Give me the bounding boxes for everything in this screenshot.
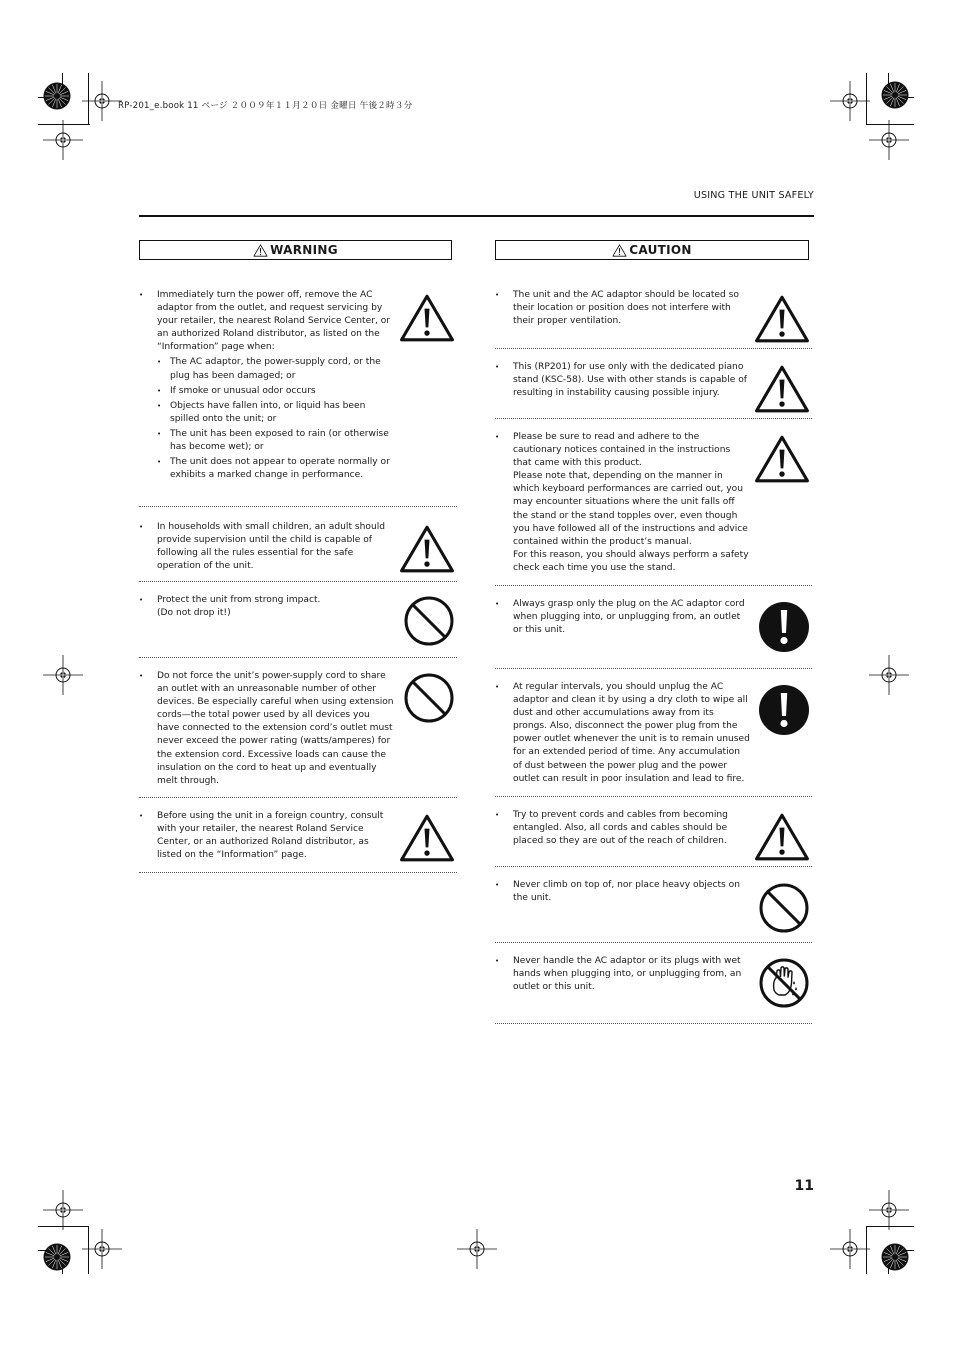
item-text: • This (RP201) for use only with the dedicated piano stand (KSC-58). Use with other stands is capable of resulting in instability causing possible injury.: [495, 361, 750, 400]
item-text: • Please be sure to read and adhere to the cautionary notices contained in the instructions that came with this product. Please note that, depending on the manner in which keyboard performances are carried out, you may encounter situations where the unit falls off the stand or the stand topples over, even though you have followed all of the instructions and advice contained within the product’s manual. For this reason, you should always perform a safety check each time you use the stand.: [495, 431, 750, 575]
caution-item-grasp-plug: [495, 586, 812, 669]
registration-mark-icon: [43, 120, 83, 160]
caution-item-ventilation: [495, 270, 812, 349]
item-text: • In households with small children, an adult should provide supervision until the child is capable of following all the rules essential for the safe operation of the unit.: [139, 521, 394, 573]
caution-item-unplug-clean: [495, 669, 812, 797]
item-text: • Never climb on top of, nor place heavy objects on the unit.: [495, 879, 750, 905]
warning-triangle-icon: [399, 524, 455, 574]
item-text: • Do not force the unit’s power-supply cord to share an outlet with an unreasonable number of other devices. Be especially careful when using extension cords—the total power used by all devices you have connected to the extension cord’s outlet must never exceed the power rating (watts/amperes) for the extension cord. Excessive loads can cause the insulation on the cord to heat up and eventually melt through.: [139, 670, 394, 788]
caution-section: [495, 240, 812, 1024]
sub-item: • If smoke or unusual odor occurs: [139, 385, 394, 398]
star-target-icon: [880, 1242, 910, 1272]
caution-item-stand: [495, 349, 812, 419]
item-text: • Immediately turn the power off, remove the AC adaptor from the outlet, and request servicing by your retailer, the nearest Roland Service Center, or an authorized Roland distributor, as listed on the “Information” page when:: [139, 289, 394, 354]
registration-mark-icon: [869, 120, 909, 160]
star-target-icon: [42, 81, 72, 111]
sub-item: • The AC adaptor, the power-supply cord, or the plug has been damaged; or: [139, 356, 394, 382]
item-text: • Before using the unit in a foreign country, consult with your retailer, the nearest Roland Service Center, or an authorized Roland distributor, as listed on the “Information” page.: [139, 810, 394, 862]
warning-triangle-icon: [754, 434, 810, 484]
warning-item-impact: [139, 582, 457, 658]
warning-item-power-off: [139, 270, 457, 507]
warning-triangle-icon: [399, 813, 455, 863]
caution-item-climb: [495, 867, 812, 943]
sub-item: • The unit has been exposed to rain (or otherwise has become wet); or: [139, 428, 394, 454]
star-target-icon: [42, 1242, 72, 1272]
item-text: • Protect the unit from strong impact. (Do not drop it!): [139, 594, 394, 620]
prohibition-icon: [403, 672, 455, 724]
item-text: • The unit and the AC adaptor should be located so their location or position does not interfere with their proper ventilation.: [495, 289, 750, 328]
warning-triangle-icon: [253, 244, 268, 257]
registration-mark-icon: [82, 1229, 122, 1269]
registration-mark-icon: [830, 1229, 870, 1269]
sub-item: • The unit does not appear to operate normally or exhibits a marked change in performance.: [139, 456, 394, 482]
mandatory-action-icon: [758, 601, 810, 653]
prohibition-icon: [403, 595, 455, 647]
warning-triangle-icon: [754, 294, 810, 344]
running-head: USING THE UNIT SAFELY: [693, 190, 814, 201]
warning-heading: [139, 240, 452, 260]
item-text: • Try to prevent cords and cables from becoming entangled. Also, all cords and cables should be placed so they are out of the reach of children.: [495, 809, 750, 848]
warning-triangle-icon: [754, 812, 810, 862]
file-header: RP-201_e.book 11 ページ ２００９年１１月２０日 金曜日 午後２時３分: [118, 101, 413, 111]
caution-item-cords: [495, 797, 812, 867]
item-text: • Always grasp only the plug on the AC adaptor cord when plugging into, or unplugging from, an outlet or this unit.: [495, 598, 750, 637]
star-target-icon: [880, 80, 910, 110]
caution-heading: [495, 240, 809, 260]
no-wet-hands-icon: [758, 957, 810, 1009]
mandatory-action-icon: [758, 684, 810, 736]
warning-triangle-icon: [612, 244, 627, 257]
item-text: • Never handle the AC adaptor or its plugs with wet hands when plugging into, or unplugging from, an outlet or this unit.: [495, 955, 750, 994]
caution-item-wet-hands: [495, 943, 812, 1024]
header-rule: [139, 215, 814, 217]
registration-mark-icon: [82, 81, 122, 121]
registration-mark-icon: [43, 1190, 83, 1230]
warning-item-extension-cord: [139, 658, 457, 798]
registration-mark-icon: [869, 1190, 909, 1230]
registration-mark-icon: [43, 655, 83, 695]
prohibition-icon: [758, 882, 810, 934]
registration-mark-icon: [869, 655, 909, 695]
registration-mark-icon: [457, 1229, 497, 1269]
warning-title: WARNING: [270, 243, 338, 257]
warning-item-foreign-country: [139, 798, 457, 873]
sub-item: • Objects have fallen into, or liquid has been spilled onto the unit; or: [139, 400, 394, 426]
caution-item-instructions: [495, 419, 812, 586]
item-text: • At regular intervals, you should unplug the AC adaptor and clean it by using a dry cloth to wipe all dust and other accumulations away from its prongs. Also, disconnect the power plug from the power outlet whenever the unit is to remain unused for an extended period of time. Any accumulation of dust between the power plug and the power outlet can result in poor insulation and lead to fire.: [495, 681, 750, 786]
warning-item-children: [139, 507, 457, 582]
registration-mark-icon: [830, 81, 870, 121]
caution-title: CAUTION: [629, 243, 692, 257]
warning-triangle-icon: [399, 293, 455, 343]
warning-triangle-icon: [754, 364, 810, 414]
page-number: 11: [794, 1178, 814, 1194]
warning-section: [139, 240, 457, 873]
